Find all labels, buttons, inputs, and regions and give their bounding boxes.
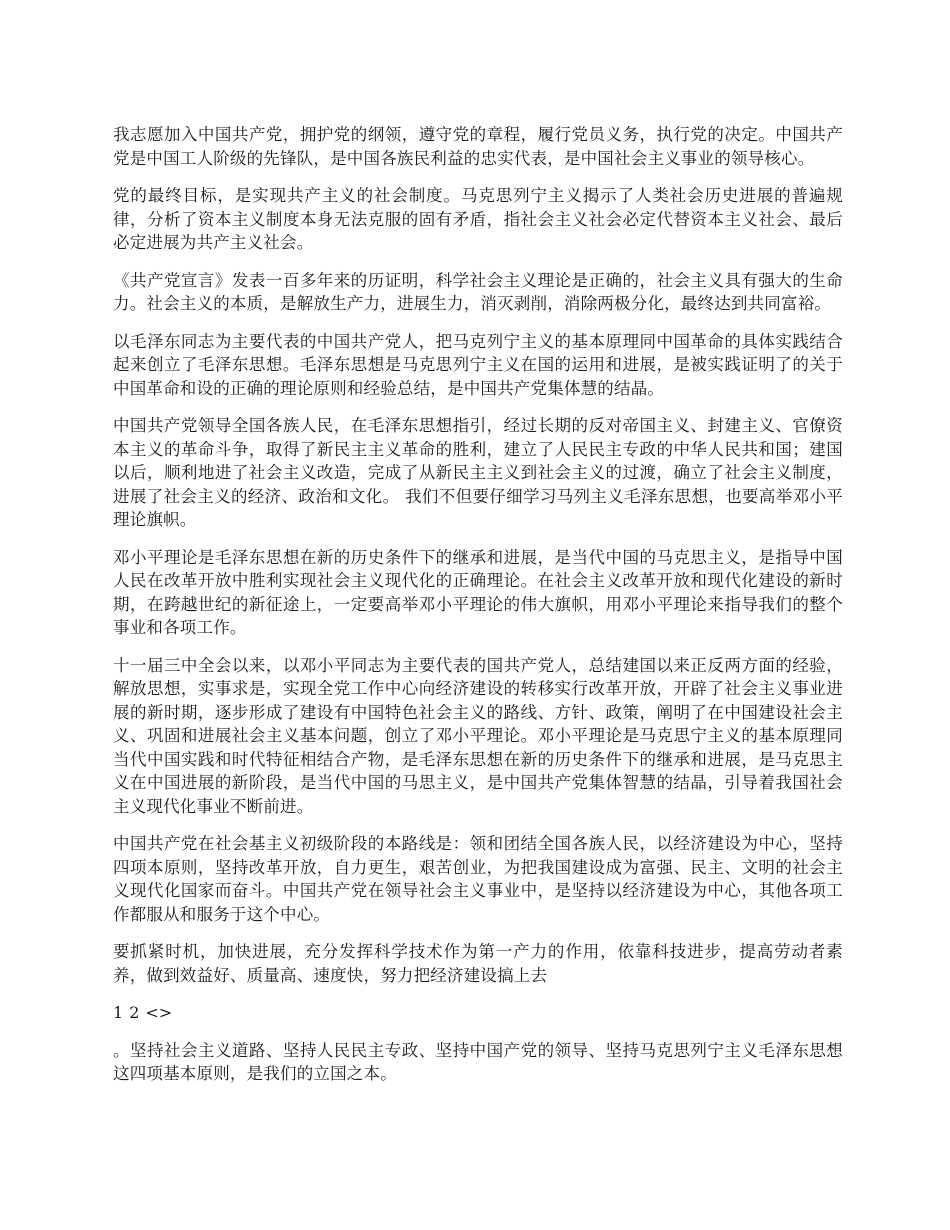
prev-page-link[interactable]: < xyxy=(145,1003,159,1022)
paragraph-7: 十一届三中全会以来，以邓小平同志为主要代表的国共产党人，总结建国以来正反两方面的经验，解放思想，实事求是，实现全党工作中心向经济建设的转移实行改革开放，开辟了社会主义事业进展的新时期，逐步形成了建设有中国特色社会主义的路线、方针、政策，阐明了在中国建设社会主义、巩固和进展社会主义基本问题，创立了邓小平理论。邓小平理论是马克思宁主义的基本原理同当代中国实践和时代特征相结合产物，是毛泽东思想在新的历史条件下的继承和进展，是马克思主义在中国进展的新阶段，是当代中国的马思主义，是中国共产党集体智慧的结晶，引导着我国社会主义现代化事业不断前进。 xyxy=(113,655,843,816)
paragraph-8: 中国共产党在社会基主义初级阶段的本路线是：领和团结全国各族人民，以经济建设为中心，坚持四项本原则，坚持改革开放，自力更生，艰苦创业，为把我国建设成为富强、民主、文明的社会主义现代化国家而奋斗。中国共产党在领导社会主义事业中，是坚持以经济建设为中心，其他各项工作都服从和服务于这个中心。 xyxy=(113,834,843,924)
paragraph-5: 中国共产党领导全国各族人民，在毛泽东思想指引，经过长期的反对帝国主义、封建主义、官僚资本主义的革命斗争，取得了新民主主义革命的胜利，建立了人民民主专政的中华人民共和国；建国以后，顺利地进了社会主义改造，完成了从新民主主义到社会主义的过渡，确立了社会主义制度，进展了社会主义的经济、政治和文化。 我们不但要仔细学习马列主义毛泽东思想，也要高举邓小平理论旗帜。 xyxy=(113,416,843,529)
page-2-link[interactable]: 2 xyxy=(129,1003,140,1022)
paragraph-4: 以毛泽东同志为主要代表的中国共产党人，把马克列宁主义的基本原理同中国革命的具体实践结合起来创立了毛泽东思想。毛泽东思想是马克思列宁主义在国的运用和进展，是被实践证明了的关于中国革命和设的正确的理论原则和经验总结，是中国共产党集体慧的结晶。 xyxy=(113,331,843,398)
paragraph-2: 党的最终目标，是实现共产主义的社会制度。马克思列宁主义揭示了人类社会历史进展的普遍规律，分析了资本主义制度本身无法克服的固有矛盾，指社会主义社会必定代替资本主义社会、最后必定进展为共产主义社会。 xyxy=(113,186,843,252)
document-body xyxy=(113,123,843,1100)
next-page-link[interactable]: > xyxy=(158,1003,173,1022)
paragraph-6: 邓小平理论是毛泽东思想在新的历史条件下的继承和进展，是当代中国的马克思主义，是指导中国人民在改革开放中胜利实现社会主义现代化的正确理论。在社会主义改革开放和现代化建设的新时期，在跨越世纪的新征途上，一定要高举邓小平理论的伟大旗帜，用邓小平理论来指导我们的整个事业和各项工作。 xyxy=(113,547,843,637)
paragraph-1: 我志愿加入中国共产党，拥护党的纲领，遵守党的章程，履行党员义务，执行党的决定。中国共产党是中国工人阶级的先锋队，是中国各族民利益的忠实代表，是中国社会主义事业的领导核心。 xyxy=(113,125,843,168)
paragraph-9: 要抓紧时机，加快进展，充分发挥科学技术作为第一产力的作用，依靠科技进步，提高劳动者素养，做到效益好、质量高、速度快，努力把经济建设搞上去 xyxy=(113,942,843,985)
pagination xyxy=(113,1001,843,1025)
paragraph-3: 《共产党宣言》发表一百多年来的历证明，科学社会主义理论是正确的，社会主义具有强大的生命力。社会主义的本质，是解放生产力，进展生力，消灭剥削，消除两极分化，最终达到共同富裕。 xyxy=(113,270,843,313)
tail-paragraph: 。坚持社会主义道路、坚持人民民主专政、坚持中国产党的领导、坚持马克思列宁主义毛泽东思想这四项基本原则，是我们的立国之本。 xyxy=(113,1040,843,1083)
page-1-link[interactable]: 1 xyxy=(113,1003,124,1022)
